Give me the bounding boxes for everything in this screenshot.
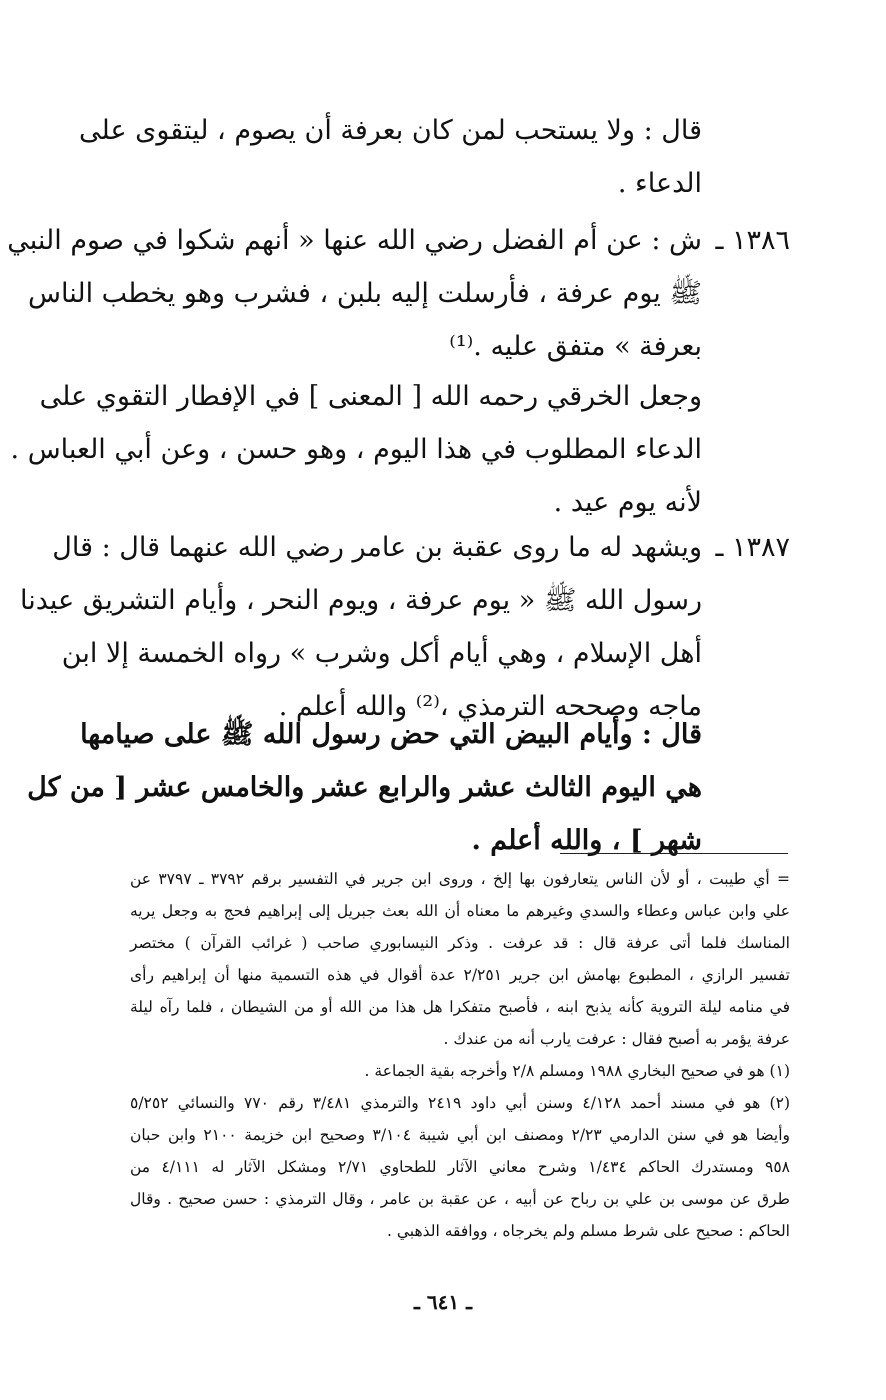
footnote-continuation [130,863,790,1055]
footnote-1 [130,1055,790,1087]
hadith-1387 [20,521,702,733]
paragraph-line: قال : ولا يستحب لمن كان بعرفة أن يصوم ، ليتقوى على [79,115,702,146]
paragraph-line: الدعاء . [617,168,702,199]
footnote-line: وأيضا هو في سنن الدارمي ٢/٢٣ ومصنف ابن أبي شيبة ٣/١٠٤ وصحيح ابن خزيمة ٢١٠٠ وابن حبان [130,1126,791,1144]
paragraph-line: الدعاء المطلوب في هذا اليوم ، وهو حسن ، وعن أبي العباس . [10,434,702,465]
item-number-1387: ١٣٨٧ ـ [715,532,790,563]
hadith-line: ش : عن أم الفضل رضي الله عنها « أنهم شكوا في صوم النبي [7,225,702,256]
hadith-line: بعرفة » متفق عليه .⁽¹⁾ [449,331,702,362]
paragraph-line: وجعل الخرقي رحمه الله [ المعنى ] في الإفطار التقوي على [39,381,702,412]
paragraph-1 [79,104,702,210]
footnote-line: = أي طيبت ، أو لأن الناس يتعارفون بها إلخ ، وروى ابن جرير في التفسير برقم ٣٧٩٢ ـ ٣٧٩٧ عن [130,870,790,888]
paragraph-line: قال : وأيام البيض التي حض رسول الله ﷺ على صيامها [80,719,702,750]
footnote-2 [130,1087,790,1247]
footnote-line: في منامه ليلة التروية كأنه يذبح ابنه ، فأصبح متفكرا هل هذا من الله أو من الشيطان ، فلما رآه ليلة [130,998,790,1016]
hadith-line: ويشهد له ما روى عقبة بن عامر رضي الله عنهما قال : قال [52,532,702,563]
hadith-line: ﷺ يوم عرفة ، فأرسلت إليه بلبن ، فشرب وهو يخطب الناس [28,278,702,309]
hadith-line: رسول الله ﷺ « يوم عرفة ، ويوم النحر ، وأيام التشريق عيدنا [20,585,702,616]
paragraph-2 [10,370,702,529]
footnote-line: طرق عن موسى بن علي بن رباح عن أبيه ، عن عقبة بن عامر ، وقال الترمذي : حسن صحيح . وقال [130,1190,790,1208]
paragraph-3 [27,708,702,867]
footnote-line: عرفة يؤمر به أصبح فقال : عرفت يارب أنه من عندك . [443,1030,790,1048]
footnote-line: علي وابن عباس وعطاء والسدي وغيرهم ما معناه أن الله بعث جبريل إلى إبراهيم فحج به وجعل يريه [130,902,790,920]
footnote-line: تفسير الرازي ، المطبوع بهامش ابن جرير ٢/٢٥١ عدة أقوال في هذه التسمية منها أن إبراهيم رأى [130,966,790,984]
footnote-separator [560,853,788,854]
page-number: ـ ٦٤١ ـ [414,1290,472,1314]
footnote-line: المناسك فلما أتى عرفة قال : قد عرفت . وذكر النيسابوري صاحب ( غرائب القرآن ) مختصر [130,934,790,952]
paragraph-line: هي اليوم الثالث عشر والرابع عشر والخامس عشر [ من كل [27,772,702,803]
hadith-1386 [7,214,702,373]
hadith-line: ماجه وصححه الترمذي ،⁽²⁾ والله أعلم . [278,691,702,722]
paragraph-line: شهر ] ، والله أعلم . [471,825,702,856]
item-number-1386: ١٣٨٦ ـ [715,225,790,256]
hadith-line: أهل الإسلام ، وهي أيام أكل وشرب » رواه الخمسة إلا ابن [61,638,702,669]
footnote-line: (٢) هو في مسند أحمد ٤/١٢٨ وسنن أبي داود ٢٤١٩ والترمذي ٣/٤٨١ رقم ٧٧٠ والنسائي ٥/٢٥٢ [130,1094,790,1112]
footnote-line: الحاكم : صحيح على شرط مسلم ولم يخرجاه ، ووافقه الذهبي . [387,1222,790,1240]
footnote-line: ٩٥٨ ومستدرك الحاكم ١/٤٣٤ وشرح معاني الآثار للطحاوي ٢/٧١ ومشكل الآثار له ٤/١١١ من [130,1158,790,1176]
footnote-line: (١) هو في صحيح البخاري ١٩٨٨ ومسلم ٢/٨ وأخرجه بقية الجماعة . [364,1062,790,1080]
paragraph-line: لأنه يوم عيد . [553,487,702,518]
